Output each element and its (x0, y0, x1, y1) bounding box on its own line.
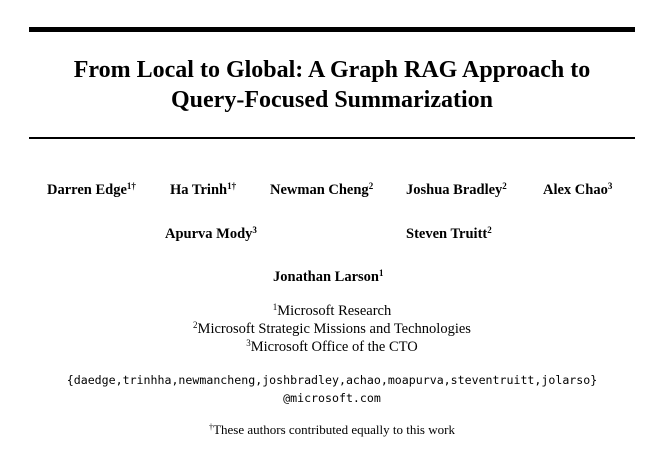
author-mark: 3 (607, 181, 613, 192)
author-name: Apurva Mody (165, 226, 253, 242)
author-mark: 3 (252, 225, 257, 236)
title-bottom-rule (29, 137, 635, 139)
paper-title (0, 55, 664, 115)
author-ha-trinh (170, 181, 236, 199)
author-steven-truitt (406, 225, 492, 243)
affiliation-mark: 1 (272, 302, 278, 313)
affiliation-mark: 2 (193, 320, 198, 331)
author-darren-edge (47, 181, 136, 199)
author-name: Jonathan Larson (273, 269, 379, 285)
author-mark: 1† (227, 181, 237, 192)
author-jonathan-larson (273, 268, 383, 286)
author-mark: 2 (487, 225, 492, 236)
author-mark: 2 (368, 181, 374, 192)
author-name: Darren Edge (47, 182, 127, 198)
top-rule (29, 27, 635, 32)
affiliation-text: Microsoft Strategic Missions and Technologies (197, 321, 471, 337)
affiliation-2 (0, 320, 664, 338)
emails-line-2: @microsoft.com (283, 391, 381, 405)
author-newman-cheng (270, 181, 373, 199)
author-name: Alex Chao (543, 182, 608, 198)
author-mark: 2 (502, 181, 507, 192)
affiliation-mark: 3 (246, 338, 251, 349)
author-name: Ha Trinh (170, 182, 228, 198)
author-emails (0, 371, 664, 407)
affiliation-text: Microsoft Office of the CTO (250, 339, 418, 355)
footnote-text: These authors contributed equally to this work (213, 422, 455, 437)
footnote-mark: † (209, 422, 214, 432)
author-joshua-bradley (406, 181, 507, 199)
affiliation-1 (0, 302, 664, 320)
author-name: Newman Cheng (270, 182, 369, 198)
author-mark: 1† (126, 181, 136, 192)
title-line-1: From Local to Global: A Graph RAG Approach to (73, 57, 591, 83)
affiliation-3 (0, 338, 664, 356)
author-name: Joshua Bradley (406, 182, 503, 198)
author-alex-chao (543, 181, 612, 199)
equal-contribution-footnote (0, 421, 664, 439)
author-name: Steven Truitt (406, 226, 488, 242)
affiliation-text: Microsoft Research (277, 303, 392, 319)
emails-line-1: {daedge,trinhha,newmancheng,joshbradley,achao,moapurva,steventruitt,jolarso} (66, 373, 598, 387)
title-line-2: Query-Focused Summarization (171, 87, 493, 113)
author-mark: 1 (378, 268, 384, 279)
author-apurva-mody (165, 225, 257, 243)
